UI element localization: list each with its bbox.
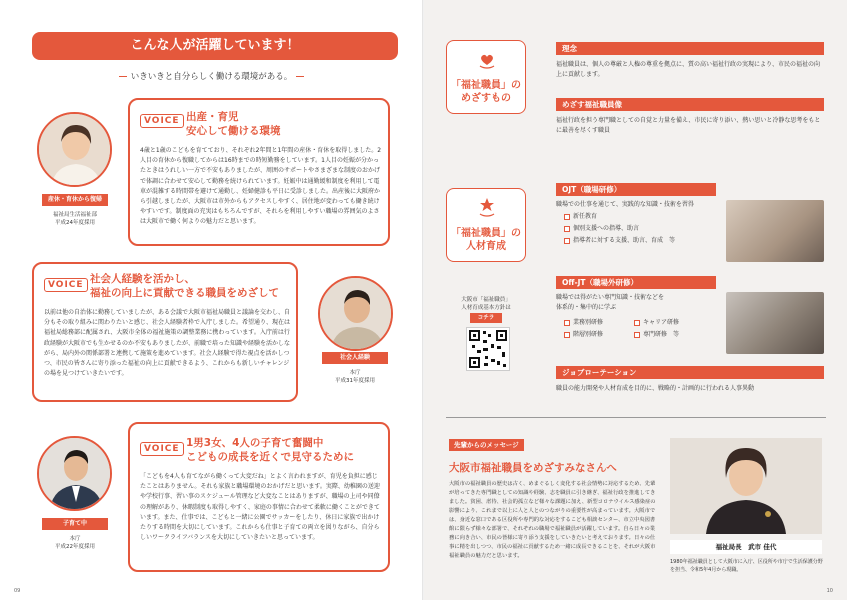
qr-caption-2: 人材育成基本方針は	[461, 305, 511, 311]
offjt-item-2-label: キャリア研修	[643, 319, 680, 326]
rotation-text: 職員の能力開発や人材育成を目的に、戦略的・計画的に行われる人事異動	[556, 385, 755, 392]
message-tag: 先輩からのメッセージ	[449, 439, 524, 451]
offjt-item-1	[564, 318, 603, 328]
ojt-text: 職場での仕事を通じて、実践的な知識・技術を習得	[556, 201, 694, 208]
goal-box	[446, 40, 526, 114]
training-box-line-2: 人材育成	[466, 241, 506, 252]
offjt-item-4-label: 専門研修 等	[643, 331, 680, 338]
star-hands-icon	[478, 197, 496, 217]
checkbox-icon	[564, 238, 570, 244]
person-1-tag: 産休・育休から復帰	[42, 194, 108, 206]
ojt-item-2-label: 個別支援への指導、助言	[573, 225, 640, 232]
card-2-body: 以前は他の自治体に勤務していましたが、ある会議で大阪市福祉局職員と議論を交わし、自分もその取り組みに関わりたいと感じ、社会人経験者枠で入庁しました。希望通り、現在は福祉局総務部に配属され、大阪市全体の福祉施策の調整業務に携わっています。入庁前は行政経験が大阪市でも生かせるのか不安もありましたが、前職で培った知識や経験を活かしながら、局内外の関係部署と連携して施策を進めています。社会人経験で得た視点を活かしつつ、市民の皆さんに寄り添った福祉の向上に貢献できるよう、これからも新しいチャレンジの場を見つけていきたいです。	[44, 309, 290, 378]
voice-card-3	[128, 422, 390, 572]
offjt-text-2: 体系的・集中的に学ぶ	[556, 304, 617, 311]
offjt-item-3	[564, 330, 603, 340]
ojt-item-1-label: 新任教育	[573, 213, 598, 220]
offjt-item-4	[634, 330, 679, 340]
card-1-headline-1: 出産・育児	[186, 111, 239, 123]
person-2-tag: 社会人経験	[322, 352, 388, 364]
qr-link-label[interactable]: コチラ	[470, 313, 502, 323]
voice-card-1	[128, 98, 390, 246]
person-2-year: 平成31年度採用	[335, 378, 375, 384]
checkbox-icon	[634, 332, 640, 338]
checkbox-icon	[564, 332, 570, 338]
voice-label: VOICE	[140, 442, 184, 456]
rinen-text: 福祉職員は、個人の尊厳と人権の尊重を拠点に、質の高い福祉行政の実現により、市民の福祉の向上に貢献します。	[556, 61, 821, 78]
person-3-photo	[37, 436, 112, 511]
person-3-dept: 本庁	[69, 536, 81, 542]
person-1-photo	[37, 112, 112, 187]
person-1-dept: 福祉局生活福祉部	[52, 212, 97, 218]
person-1-illustration	[39, 114, 112, 187]
training-box-line-1: 「福祉職員」の	[451, 228, 521, 239]
section-divider	[446, 417, 826, 418]
qr-caption-1: 大阪市「福祉職員」	[461, 297, 511, 303]
person-2-photo	[318, 276, 393, 351]
page-number-left: 09	[14, 588, 21, 594]
card-1-body: 4歳と1歳のこどもを育てており、それぞれ2年間と1年間の産休・育休を取得しました。2人目の育休から復職してからは16時までの時短勤務をしています。1人目の妊娠が分かったときはうれしい一方で不安もありましたが、周囲のサポートやさまざまな制度のおかげで体調に合わせて安心して勤務を続けられています。妊娠中は通勤緩和制度を利用して電車が混雑する時間帯を避けて通勤し、妊婦健診も平日に受診しました。出産後に大阪府から引越しましたが、大阪市は市外からもアクセスしやすく、居住地が変わっても働き続けやすいです。制度面の充実はもちろんですが、それらを利用しやすい職場の雰囲気のよさは大阪市で働く何よりの魅力だと思います。	[140, 147, 382, 226]
message-headline: 大阪市福祉職員をめざすみなさんへ	[449, 462, 617, 474]
page-banner: こんな人が活躍しています！	[32, 32, 398, 60]
card-2-headline-2: 福祉の向上に貢献できる職員をめざして	[90, 287, 279, 299]
director-photo	[670, 438, 822, 534]
goal-box-line-1: 「福祉職員」の	[451, 80, 521, 91]
subtitle-dash-left	[119, 76, 127, 77]
card-1-headline-2: 安心して働ける環境	[186, 125, 281, 137]
checkbox-icon	[634, 320, 640, 326]
director-signature: 福祉局長 武市 佳代	[670, 540, 822, 554]
rotation-title: ジョブローテーション	[556, 366, 824, 379]
offjt-title: Off-JT（職場外研修）	[556, 276, 716, 289]
checkbox-icon	[564, 226, 570, 232]
card-3-body: 「こどもを4人も育てながら働くって大変だね」とよく言われますが、育児を負担に感じたことはありません。それも家族と職場環境のおかげだと思います。実際、幼稚園の送迎や学校行事、習い事のスケジュール管理など大変なことはありますが、職場の上司や同僚の理解があり、休暇制度も取得しやすく、家庭の事情に合わせて柔軟に働くことができています。また、仕事では、こどもと一緒に公園でサッカーをしたり、休日に家族で出かけたりする時間を大切にしています。これからも仕事と子育ての両立を図りながら、自分らしいワークライフバランスを大切にしていきたいと思っています。	[140, 473, 380, 542]
person-2-dept: 本庁	[349, 370, 361, 376]
offjt-item-2	[634, 318, 679, 328]
ojt-item-3-label: 指導者に対する支援、助言、育成 等	[573, 237, 676, 244]
ojt-item-1	[564, 212, 597, 222]
voice-label: VOICE	[44, 278, 88, 292]
ojt-item-3	[564, 236, 675, 246]
ojt-title: OJT（職場研修）	[556, 183, 716, 196]
qr-code[interactable]	[466, 327, 510, 371]
checkbox-icon	[564, 214, 570, 220]
card-2-headline-1: 社会人経験を活かし、	[90, 273, 195, 285]
subtitle-text: いきいきと自分らしく働ける環境がある。	[130, 72, 293, 82]
heart-hands-icon	[478, 51, 496, 69]
left-page	[0, 0, 423, 600]
zou-text: 福祉行政を担う専門職としての自覚と力量を備え、市民に寄り添い、熱い思いと冷静な思考をもとに最善を尽くす職員	[556, 117, 821, 134]
voice-card-2	[32, 262, 298, 402]
qr-code-pattern	[467, 328, 509, 370]
card-3-headline-2: こどもの成長を近くで見守るために	[186, 451, 354, 463]
person-3-illustration	[39, 438, 112, 511]
message-body: 大阪市の福祉職員の歴史は古く、めまぐるしく変化する社会情勢に対応するため、先輩が培ってきた専門職としての知識や経験、志を職員に引き継ぎ、福祉行政を推進してきました。貧困、虐待、社会的孤立など様々な課題に加え、新型コロナウイルス感染症の影響により、これまで以上に人と人とのつながりの重要性が高まっています。大阪市では、身近な窓口である区役所や専門的な対応をするこども相談センター、市立中央図書館に限らず様々な部署で、それぞれの職場で福祉職員が活躍しています。自ら日々の業務に向き合い、市民の皆様に寄り添う支援をしていきたいと考えております。日々の仕事に精を出しつつ、市民の福祉に貢献するため一緒に成長できることを、それが大阪市福祉職員の魅力だと思います。	[449, 481, 656, 559]
offjt-text-1: 職場では得がたい専門知識・技術などを	[556, 294, 665, 301]
training-box	[446, 188, 526, 262]
page-subtitle	[0, 70, 423, 82]
rinen-title: 理念	[556, 42, 824, 55]
checkbox-icon	[564, 320, 570, 326]
offjt-item-1-label: 業務別研修	[573, 319, 604, 326]
person-3-tag: 子育て中	[42, 518, 108, 530]
card-3-headline-1: 1男3女、4人の子育て奮闘中	[186, 437, 324, 449]
person-1-year: 平成24年度採用	[55, 220, 95, 226]
page-number-right: 10	[826, 588, 833, 594]
offjt-photo	[726, 292, 824, 354]
ojt-item-2	[564, 224, 639, 234]
director-profile: 1980年福祉職員として大阪市に入庁、区役所や市庁で生活保護分野を担当、令和5年4月から現職。	[670, 559, 823, 573]
zou-title: めざす福祉職員像	[556, 98, 824, 111]
right-page	[424, 0, 847, 600]
goal-box-line-2: めざすもの	[461, 93, 511, 104]
person-2-illustration	[320, 278, 393, 351]
offjt-item-3-label: 階層別研修	[573, 331, 604, 338]
subtitle-dash-right	[296, 76, 304, 77]
ojt-photo	[726, 200, 824, 262]
person-3-year: 平成22年度採用	[55, 544, 95, 550]
director-illustration	[670, 438, 822, 534]
voice-label: VOICE	[140, 114, 184, 128]
